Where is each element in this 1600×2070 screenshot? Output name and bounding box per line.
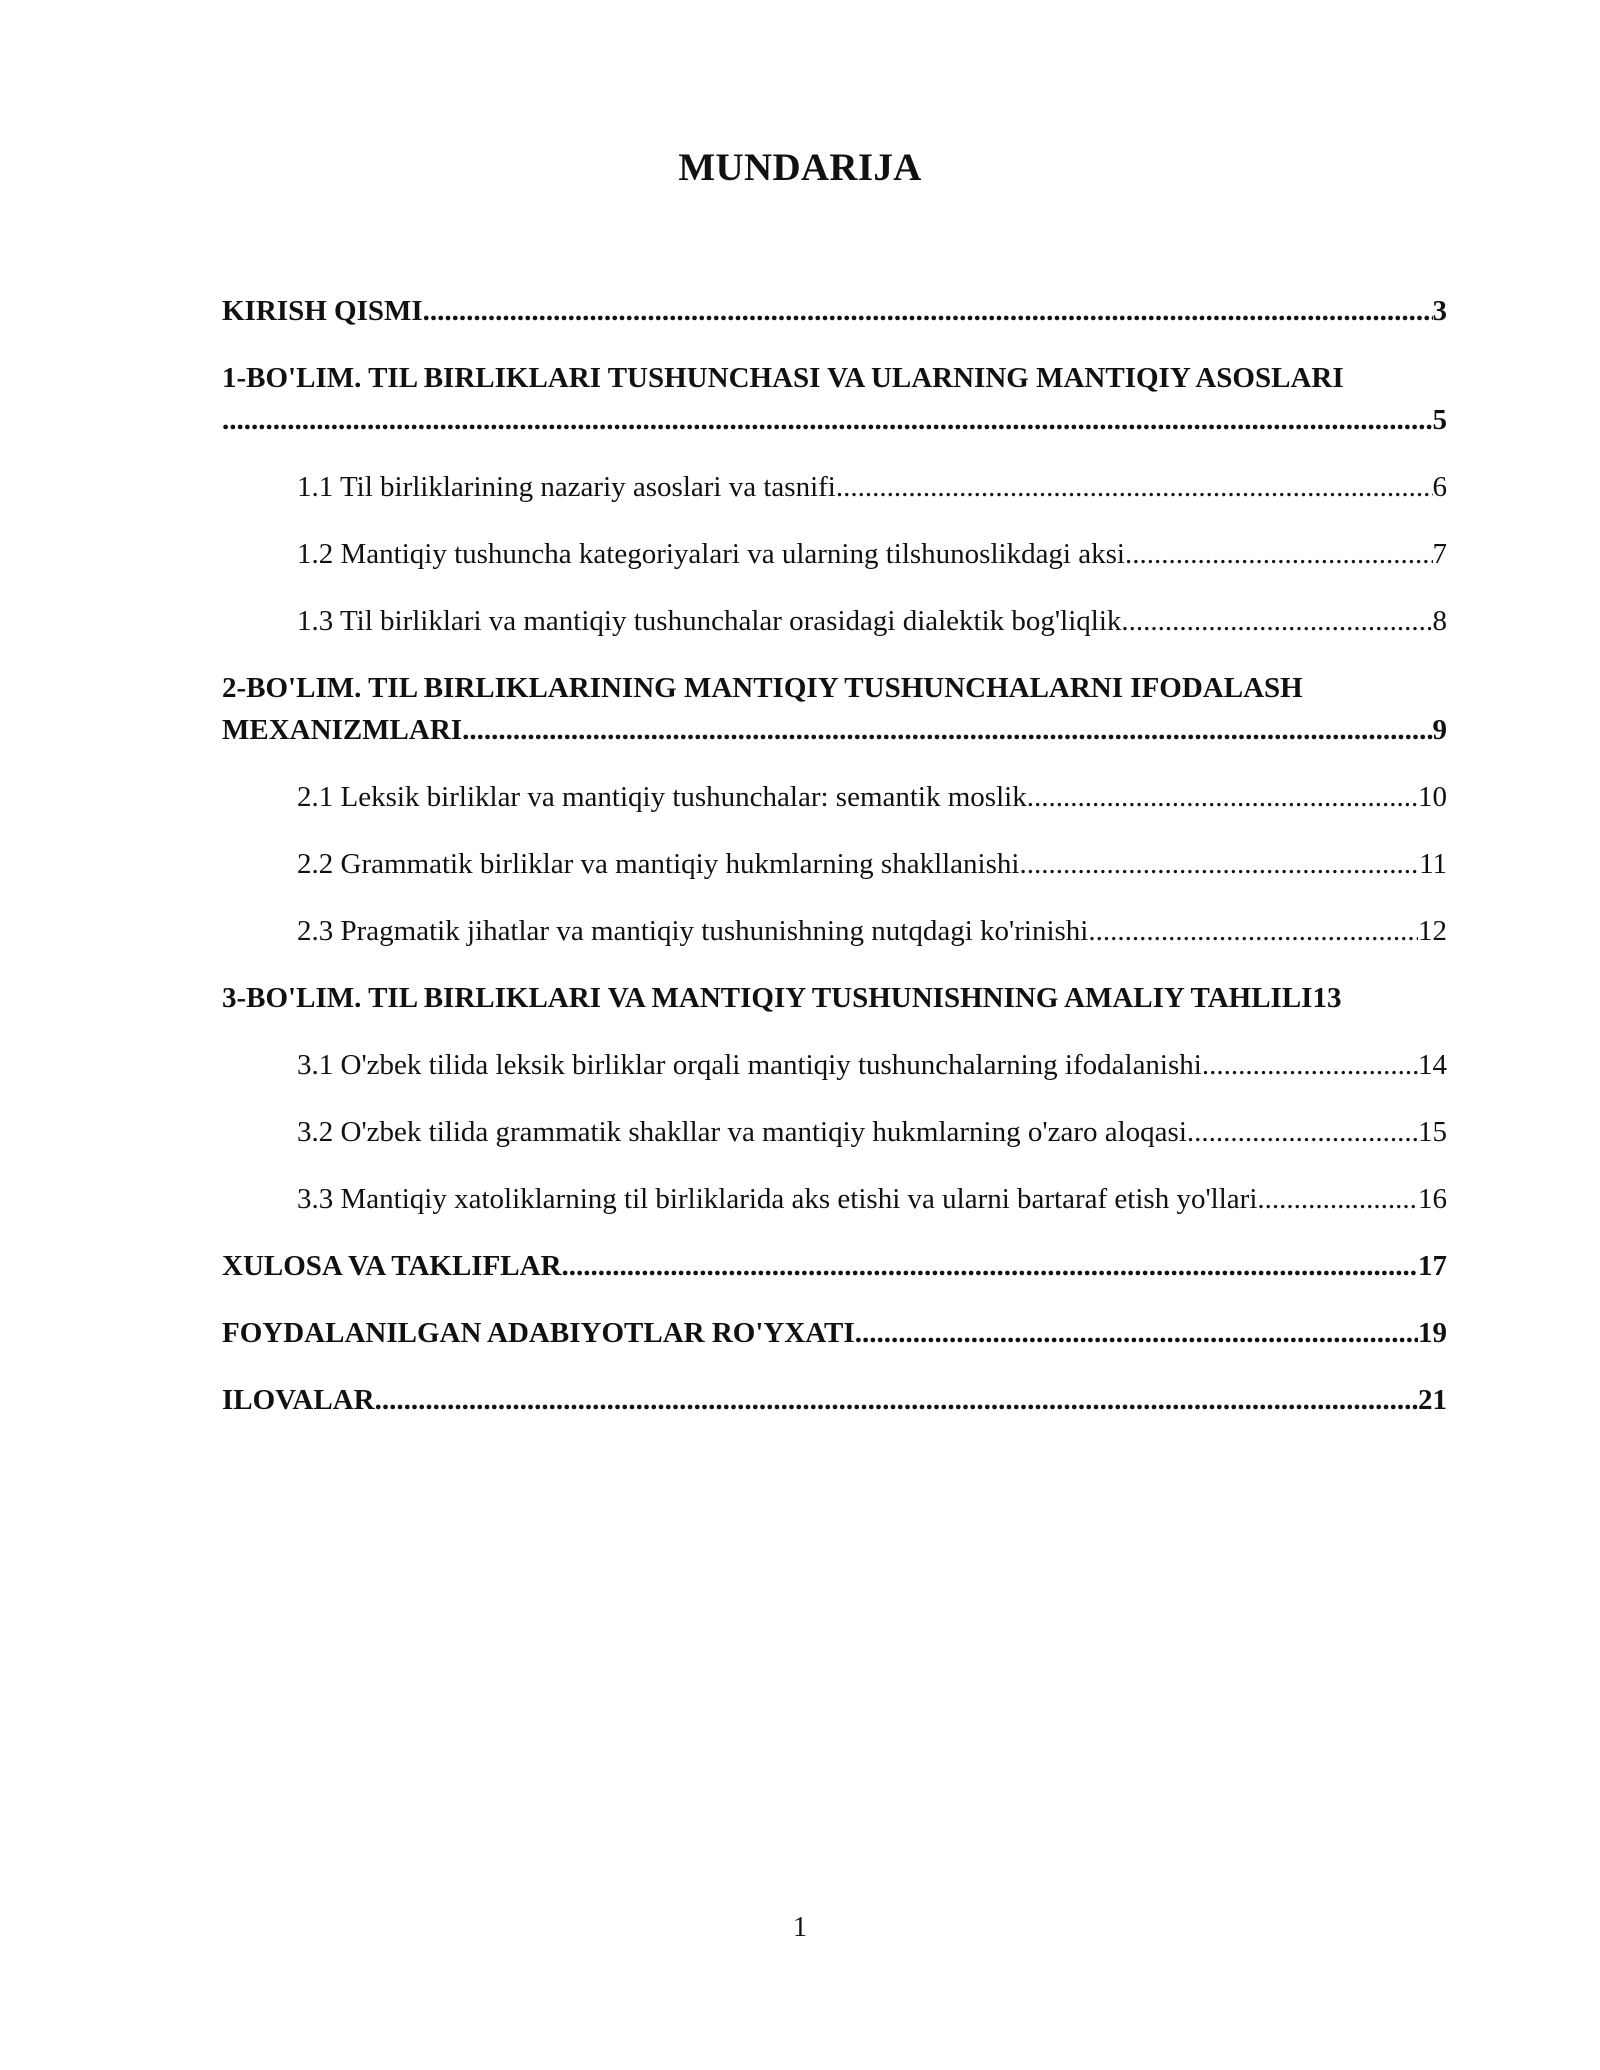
dot-leader [562,1245,1418,1287]
toc-page-number: 15 [1418,1116,1447,1148]
dot-leader [375,1379,1418,1421]
toc-page-number: 6 [1432,471,1447,503]
dot-leader [836,466,1433,508]
toc-entry-1-1[interactable] [222,466,1447,508]
dot-leader [1257,1178,1418,1220]
toc-entry-1-3[interactable] [222,600,1447,642]
toc-page-number: 13 [1312,982,1342,1014]
dot-leader [1202,1044,1418,1086]
toc-entry-3-2[interactable] [222,1111,1447,1153]
toc-entry-label: 1.2 Mantiqiy tushuncha kategoriyalari va ularning tilshunoslikdagi aksi [297,538,1125,570]
toc-page-number: 3 [1432,295,1447,327]
toc-entry-2-3[interactable] [222,910,1447,952]
toc-page-number: 17 [1418,1250,1447,1282]
toc-entry-label-continued: MEXANIZMLARI [222,714,463,746]
dot-leader [1125,533,1433,575]
toc-entry-2-1[interactable] [222,776,1447,818]
toc-entry-label: FOYDALANILGAN ADABIYOTLAR RO'YXATI [222,1317,855,1349]
toc-entry-label: 2-BO'LIM. TIL BIRLIKLARINING MANTIQIY TUSHUNCHALARNI IFODALASH [222,672,1303,704]
table-of-contents [222,290,1447,1446]
toc-page-number: 8 [1432,605,1447,637]
toc-entry-3-1[interactable] [222,1044,1447,1086]
toc-entry-label: 2.3 Pragmatik jihatlar va mantiqiy tushunishning nutqdagi ko'rinishi [297,915,1089,947]
toc-entry-label: 2.2 Grammatik birliklar va mantiqiy hukmlarning shakllanishi [297,848,1020,880]
toc-page-number: 10 [1418,781,1447,813]
toc-entry-bolim-3[interactable] [222,977,1447,1019]
toc-entry-ilovalar[interactable] [222,1379,1447,1421]
dot-leader [1187,1111,1418,1153]
toc-page-number: 5 [1432,404,1447,436]
toc-entry-kirish[interactable] [222,290,1447,332]
toc-entry-label: 1.1 Til birliklarining nazariy asoslari va tasnifi [297,471,836,503]
toc-entry-label: 1-BO'LIM. TIL BIRLIKLARI TUSHUNCHASI VA ULARNING MANTIQIY ASOSLARI [222,362,1344,394]
toc-entry-label: KIRISH QISMI [222,295,423,327]
dot-leader [1088,910,1418,952]
toc-page-number: 16 [1418,1183,1447,1215]
toc-entry-label: 3.2 O'zbek tilida grammatik shakllar va mantiqiy hukmlarning o'zaro aloqasi [297,1116,1187,1148]
toc-entry-label: 3.1 O'zbek tilida leksik birliklar orqali mantiqiy tushunchalarning ifodalanishi [297,1049,1202,1081]
toc-entry-bolim-1[interactable] [222,357,1447,441]
dot-leader [855,1312,1418,1354]
toc-entry-label: ILOVALAR [222,1384,375,1416]
toc-entry-2-2[interactable] [222,843,1447,885]
dot-leader [1027,776,1418,818]
toc-entry-bolim-2[interactable] [222,667,1447,751]
toc-page-number: 7 [1432,538,1447,570]
toc-page-number: 9 [1432,714,1447,746]
toc-page-number: 19 [1418,1317,1447,1349]
dot-leader [1121,600,1432,642]
toc-entry-label: 3.3 Mantiqiy xatoliklarning til birliklarida aks etishi va ularni bartaraf etish yo'llari [297,1183,1258,1215]
toc-entry-label: 1.3 Til birliklari va mantiqiy tushunchalar orasidagi dialektik bog'liqlik [297,605,1122,637]
dot-leader [462,709,1432,751]
toc-page-number: 21 [1418,1384,1447,1416]
page-footer-number: 1 [793,1912,807,1943]
toc-entry-xulosa[interactable] [222,1245,1447,1287]
toc-entry-label: 2.1 Leksik birliklar va mantiqiy tushunchalar: semantik moslik [297,781,1027,813]
toc-page-number: 12 [1418,915,1447,947]
toc-entry-label: 3-BO'LIM. TIL BIRLIKLARI VA MANTIQIY TUSHUNISHNING AMALIY TAHLILI [222,982,1313,1014]
toc-page-number: 11 [1419,848,1447,880]
dot-leader [423,290,1433,332]
toc-entry-label: XULOSA VA TAKLIFLAR [222,1250,562,1282]
toc-page-number: 14 [1418,1049,1447,1081]
dot-leader [1019,843,1419,885]
toc-entry-adabiyotlar[interactable] [222,1312,1447,1354]
toc-entry-3-3[interactable] [222,1178,1447,1220]
page-title: MUNDARIJA [678,146,922,189]
toc-entry-1-2[interactable] [222,533,1447,575]
dot-leader [222,399,1433,441]
